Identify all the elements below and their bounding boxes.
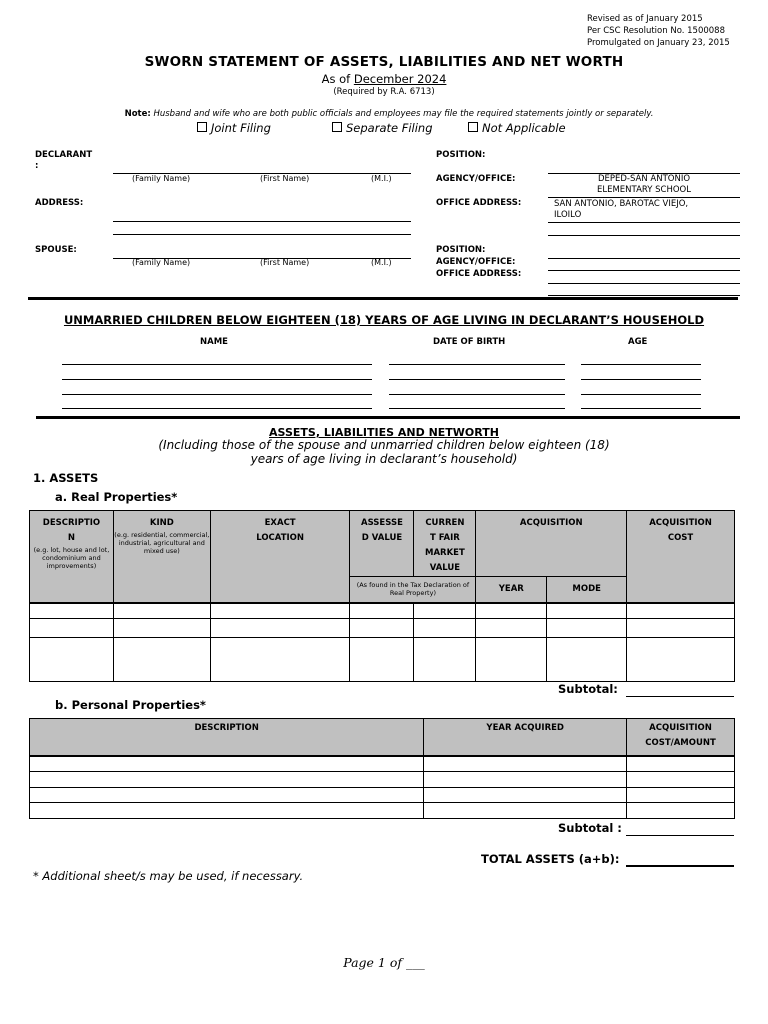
spouse-office-address-label: OFFICE ADDRESS: bbox=[436, 269, 522, 279]
not-applicable-label: Not Applicable bbox=[482, 121, 566, 135]
current-fair-market-value-header bbox=[414, 511, 476, 577]
additional-sheets-footnote: * Additional sheet/s may be used, if necessary. bbox=[33, 869, 304, 883]
assets-heading: 1. ASSETS bbox=[33, 471, 99, 485]
child-name-field[interactable] bbox=[62, 379, 372, 380]
declarant-mi-caption: (M.I.) bbox=[371, 174, 392, 183]
office-address-field-1 bbox=[548, 222, 740, 223]
table-cell[interactable] bbox=[627, 638, 735, 682]
child-age-field[interactable] bbox=[581, 364, 701, 365]
agency-value[interactable] bbox=[548, 174, 740, 196]
spouse-position-field[interactable] bbox=[548, 258, 740, 259]
child-dob-field[interactable] bbox=[389, 394, 565, 395]
spouse-office-address-field-2[interactable] bbox=[548, 295, 740, 296]
child-age-field[interactable] bbox=[581, 379, 701, 380]
table-row bbox=[30, 803, 735, 819]
declarant-first-name-caption: (First Name) bbox=[260, 174, 310, 183]
total-assets-label: TOTAL ASSETS (a+b): bbox=[481, 852, 620, 866]
declarant-family-name-caption: (Family Name) bbox=[132, 174, 191, 183]
table-row bbox=[30, 772, 735, 788]
not-applicable-option[interactable] bbox=[468, 121, 566, 135]
page-number: Page 1 of ___ bbox=[343, 955, 425, 970]
agency-value-line-2: ELEMENTARY SCHOOL bbox=[597, 185, 691, 195]
alnw-title: ASSETS, LIABILITIES AND NETWORTH bbox=[269, 426, 499, 439]
tax-declaration-note bbox=[350, 577, 476, 603]
spouse-mi-caption: (M.I.) bbox=[371, 258, 392, 267]
acquisition-cost-line-1: ACQUISITION bbox=[649, 518, 712, 528]
spouse-label: SPOUSE: bbox=[35, 245, 77, 255]
table-cell[interactable] bbox=[350, 619, 414, 638]
personal-description-label: DESCRIPTION bbox=[194, 723, 259, 733]
real-properties-heading: a. Real Properties* bbox=[55, 490, 178, 504]
joint-filing-option[interactable] bbox=[197, 121, 271, 135]
mode-header bbox=[547, 577, 627, 603]
acquisition-cost-header bbox=[627, 511, 735, 603]
spouse-position-label: POSITION: bbox=[436, 245, 486, 255]
assessed-value-header bbox=[350, 511, 414, 577]
table-cell[interactable] bbox=[113, 619, 210, 638]
alnw-subtitle-line-1: (Including those of the spouse and unmarried children below eighteen (18) bbox=[158, 438, 610, 452]
table-cell[interactable] bbox=[627, 788, 735, 803]
position-label: POSITION: bbox=[436, 150, 486, 160]
table-cell[interactable] bbox=[424, 772, 627, 788]
table-row bbox=[30, 788, 735, 803]
personal-properties-header-row bbox=[30, 719, 735, 756]
declarant-colon: : bbox=[35, 161, 39, 171]
table-row bbox=[30, 756, 735, 772]
current-value-line-2: T FAIR bbox=[429, 533, 460, 543]
separate-filing-label: Separate Filing bbox=[346, 121, 433, 135]
form-title: SWORN STATEMENT OF ASSETS, LIABILITIES AND NET WORTH bbox=[144, 54, 624, 70]
table-cell[interactable] bbox=[627, 803, 735, 819]
mode-header-label: MODE bbox=[572, 583, 601, 594]
table-cell[interactable] bbox=[547, 603, 627, 619]
address-label: ADDRESS: bbox=[35, 198, 84, 208]
table-cell[interactable] bbox=[627, 603, 735, 619]
child-age-field[interactable] bbox=[581, 408, 701, 409]
acquisition-cost-line-2: COST bbox=[667, 533, 694, 543]
year-acquired-label: YEAR ACQUIRED bbox=[486, 723, 564, 733]
child-age-field[interactable] bbox=[581, 394, 701, 395]
acquisition-header-label: ACQUISITION bbox=[519, 518, 583, 528]
as-of-line bbox=[0, 72, 768, 86]
kind-header bbox=[113, 511, 210, 603]
separate-filing-option[interactable] bbox=[332, 121, 433, 135]
assessed-value-line-2: D VALUE bbox=[361, 533, 403, 543]
exact-location-line-2: LOCATION bbox=[256, 533, 305, 543]
checkbox-icon[interactable] bbox=[332, 122, 342, 132]
table-cell[interactable] bbox=[30, 603, 114, 619]
personal-description-header bbox=[30, 719, 424, 756]
table-cell[interactable] bbox=[30, 788, 424, 803]
office-address-field-2[interactable] bbox=[548, 235, 740, 236]
table-cell[interactable] bbox=[30, 638, 114, 682]
office-address-label: OFFICE ADDRESS: bbox=[436, 198, 522, 208]
description-header bbox=[30, 511, 114, 603]
alnw-subtitle-line-2: years of age living in declarant’s household) bbox=[250, 452, 518, 466]
total-assets-field[interactable] bbox=[626, 865, 734, 867]
year-acquired-header bbox=[424, 719, 627, 756]
table-row bbox=[30, 638, 735, 682]
child-dob-field[interactable] bbox=[389, 364, 565, 365]
year-header bbox=[476, 577, 547, 603]
assessed-value-line-1: ASSESSE bbox=[360, 518, 403, 528]
real-subtotal-label: Subtotal: bbox=[558, 682, 618, 696]
table-cell[interactable] bbox=[350, 638, 414, 682]
tax-declaration-note-text: (As found in the Tax Declaration of Real Property) bbox=[356, 581, 470, 598]
acquisition-header bbox=[476, 511, 627, 577]
spouse-office-address-field-1[interactable] bbox=[548, 283, 740, 284]
note-label: Note: bbox=[124, 109, 151, 119]
as-of-label: As of bbox=[321, 72, 351, 86]
child-dob-field[interactable] bbox=[389, 408, 565, 409]
exact-location-header bbox=[210, 511, 350, 603]
child-dob-field[interactable] bbox=[389, 379, 565, 380]
personal-subtotal-field[interactable] bbox=[626, 835, 734, 836]
as-of-date[interactable]: December 2024 bbox=[353, 72, 447, 86]
office-address-line-1: SAN ANTONIO, BAROTAC VIEJO, bbox=[554, 199, 689, 209]
promulgation-date: Promulgated on January 23, 2015 bbox=[587, 38, 730, 48]
address-field-2[interactable] bbox=[113, 234, 411, 235]
office-address-line-2: ILOILO bbox=[554, 210, 582, 220]
spouse-agency-label: AGENCY/OFFICE: bbox=[436, 257, 516, 267]
table-cell[interactable] bbox=[30, 619, 114, 638]
note-text: Husband and wife who are both public officials and employees may file the required statements jointly or separately. bbox=[153, 109, 654, 119]
address-field-1[interactable] bbox=[113, 221, 411, 222]
joint-filing-label: Joint Filing bbox=[211, 121, 271, 135]
table-cell[interactable] bbox=[627, 619, 735, 638]
exact-location-line-1: EXACT bbox=[264, 518, 296, 528]
description-header-line-1: DESCRIPTIO bbox=[42, 518, 101, 528]
alnw-subtitle bbox=[0, 438, 768, 466]
personal-acquisition-cost-line-2: COST/AMOUNT bbox=[645, 738, 716, 748]
table-cell[interactable] bbox=[627, 772, 735, 788]
personal-properties-table bbox=[29, 718, 735, 819]
required-by: (Required by R.A. 6713) bbox=[333, 87, 435, 97]
table-cell[interactable] bbox=[113, 638, 210, 682]
checkbox-icon[interactable] bbox=[197, 122, 207, 132]
table-cell[interactable] bbox=[113, 603, 210, 619]
table-row bbox=[30, 619, 735, 638]
section-divider bbox=[36, 416, 740, 419]
note bbox=[0, 109, 768, 119]
description-hint: (e.g. lot, house and lot, condominium and improvements) bbox=[33, 546, 110, 570]
office-address-value[interactable] bbox=[554, 199, 688, 221]
child-name-field[interactable] bbox=[62, 408, 372, 409]
kind-hint: (e.g. residential, commercial, industrial, agricultural and mixed use) bbox=[114, 531, 210, 555]
agency-field-line bbox=[548, 197, 740, 198]
table-row bbox=[30, 603, 735, 619]
declarant-label: DECLARANT bbox=[35, 150, 93, 160]
year-header-label: YEAR bbox=[498, 583, 524, 594]
table-cell[interactable] bbox=[476, 638, 547, 682]
child-name-field[interactable] bbox=[62, 394, 372, 395]
table-cell[interactable] bbox=[476, 603, 547, 619]
child-name-field[interactable] bbox=[62, 364, 372, 365]
table-cell[interactable] bbox=[424, 788, 627, 803]
table-cell[interactable] bbox=[210, 619, 350, 638]
real-subtotal-field[interactable] bbox=[626, 696, 734, 697]
personal-acquisition-cost-header bbox=[627, 719, 735, 756]
kind-header-label: KIND bbox=[149, 518, 174, 528]
child-age-header: AGE bbox=[628, 337, 648, 347]
current-value-line-3: MARKET bbox=[425, 548, 465, 558]
current-value-line-4: VALUE bbox=[429, 563, 461, 573]
table-cell[interactable] bbox=[30, 756, 424, 772]
personal-acquisition-cost-line-1: ACQUISITION bbox=[649, 723, 712, 733]
spouse-first-name-caption: (First Name) bbox=[260, 258, 310, 267]
spouse-family-name-caption: (Family Name) bbox=[132, 258, 191, 267]
table-cell[interactable] bbox=[424, 756, 627, 772]
personal-properties-heading: b. Personal Properties* bbox=[55, 698, 206, 712]
table-cell[interactable] bbox=[627, 756, 735, 772]
current-value-line-1: CURREN bbox=[425, 518, 465, 528]
table-cell[interactable] bbox=[350, 603, 414, 619]
children-section-title: UNMARRIED CHILDREN BELOW EIGHTEEN (18) YEARS OF AGE LIVING IN DECLARANT’S HOUSEHOLD bbox=[63, 313, 705, 327]
table-cell[interactable] bbox=[414, 638, 476, 682]
table-cell[interactable] bbox=[210, 603, 350, 619]
table-cell[interactable] bbox=[414, 603, 476, 619]
table-cell[interactable] bbox=[210, 638, 350, 682]
description-header-line-2: N bbox=[67, 533, 76, 543]
section-divider bbox=[28, 297, 738, 300]
table-cell[interactable] bbox=[424, 803, 627, 819]
spouse-agency-field[interactable] bbox=[548, 270, 740, 271]
table-cell[interactable] bbox=[30, 803, 424, 819]
csc-resolution: Per CSC Resolution No. 1500088 bbox=[587, 26, 726, 36]
table-cell[interactable] bbox=[30, 772, 424, 788]
child-name-header: NAME bbox=[200, 337, 228, 347]
agency-value-line-1: DEPED-SAN ANTONIO bbox=[597, 174, 691, 184]
agency-label: AGENCY/OFFICE: bbox=[436, 174, 516, 184]
checkbox-icon[interactable] bbox=[468, 122, 478, 132]
personal-subtotal-label: Subtotal : bbox=[558, 821, 622, 835]
child-dob-header: DATE OF BIRTH bbox=[433, 337, 506, 347]
real-properties-table bbox=[29, 510, 735, 682]
table-cell[interactable] bbox=[414, 619, 476, 638]
table-cell[interactable] bbox=[547, 638, 627, 682]
revision-info bbox=[587, 13, 730, 49]
revision-date: Revised as of January 2015 bbox=[587, 14, 703, 24]
real-properties-header-row bbox=[30, 511, 735, 577]
table-cell[interactable] bbox=[547, 619, 627, 638]
table-cell[interactable] bbox=[476, 619, 547, 638]
